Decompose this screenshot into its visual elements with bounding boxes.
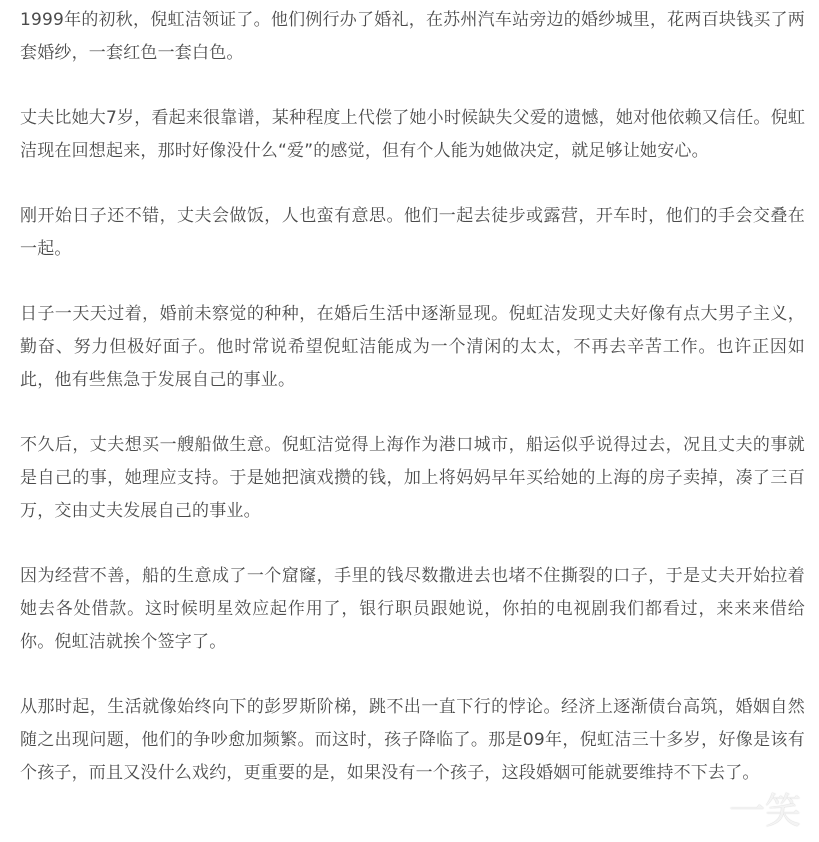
paragraph-1: 1999年的初秋，倪虹洁领证了。他们例行办了婚礼，在苏州汽车站旁边的婚纱城里，花两百块钱买了两套婚纱，一套红色一套白色。 <box>20 10 805 63</box>
paragraph-4: 日子一天天过着，婚前未察觉的种种，在婚后生活中逐渐显现。倪虹洁发现丈夫好像有点大男子主义，勤奋、努力但极好面子。他时常说希望倪虹洁能成为一个清闲的太太，不再去辛苦工作。也许正因如此，他有些焦急于发展自己的事业。 <box>20 304 805 390</box>
paragraph-5: 不久后，丈夫想买一艘船做生意。倪虹洁觉得上海作为港口城市，船运似乎说得过去，况且丈夫的事就是自己的事，她理应支持。于是她把演戏攒的钱，加上将妈妈早年买给她的上海的房子卖掉，凑了三百万，交由丈夫发展自己的事业。 <box>20 435 805 521</box>
paragraph-7: 从那时起，生活就像始终向下的彭罗斯阶梯，跳不出一直下行的悖论。经济上逐渐债台高筑，婚姻自然随之出现问题，他们的争吵愈加频繁。而这时，孩子降临了。那是09年，倪虹洁三十多岁，好像是该有个孩子，而且又没什么戏约，更重要的是，如果没有一个孩子，这段婚姻可能就要维持不下去了。 <box>20 697 805 783</box>
paragraph-3: 刚开始日子还不错，丈夫会做饭，人也蛮有意思。他们一起去徒步或露营，开车时，他们的手会交叠在一起。 <box>20 206 805 259</box>
paragraph-2: 丈夫比她大7岁，看起来很靠谱，某种程度上代偿了她小时候缺失父爱的遗憾，她对他依赖又信任。倪虹洁现在回想起来，那时好像没什么“爱”的感觉，但有个人能为她做决定，就足够让她安心。 <box>20 108 806 161</box>
paragraph-6: 因为经营不善，船的生意成了一个窟窿，手里的钱尽数撒进去也堵不住撕裂的口子，于是丈夫开始拉着她去各处借款。这时候明星效应起作用了，银行职员跟她说，你拍的电视剧我们都看过，来来来借给你。倪虹洁就挨个签字了。 <box>20 566 805 652</box>
article-body <box>20 4 805 822</box>
watermark: 一笑 <box>728 791 801 832</box>
